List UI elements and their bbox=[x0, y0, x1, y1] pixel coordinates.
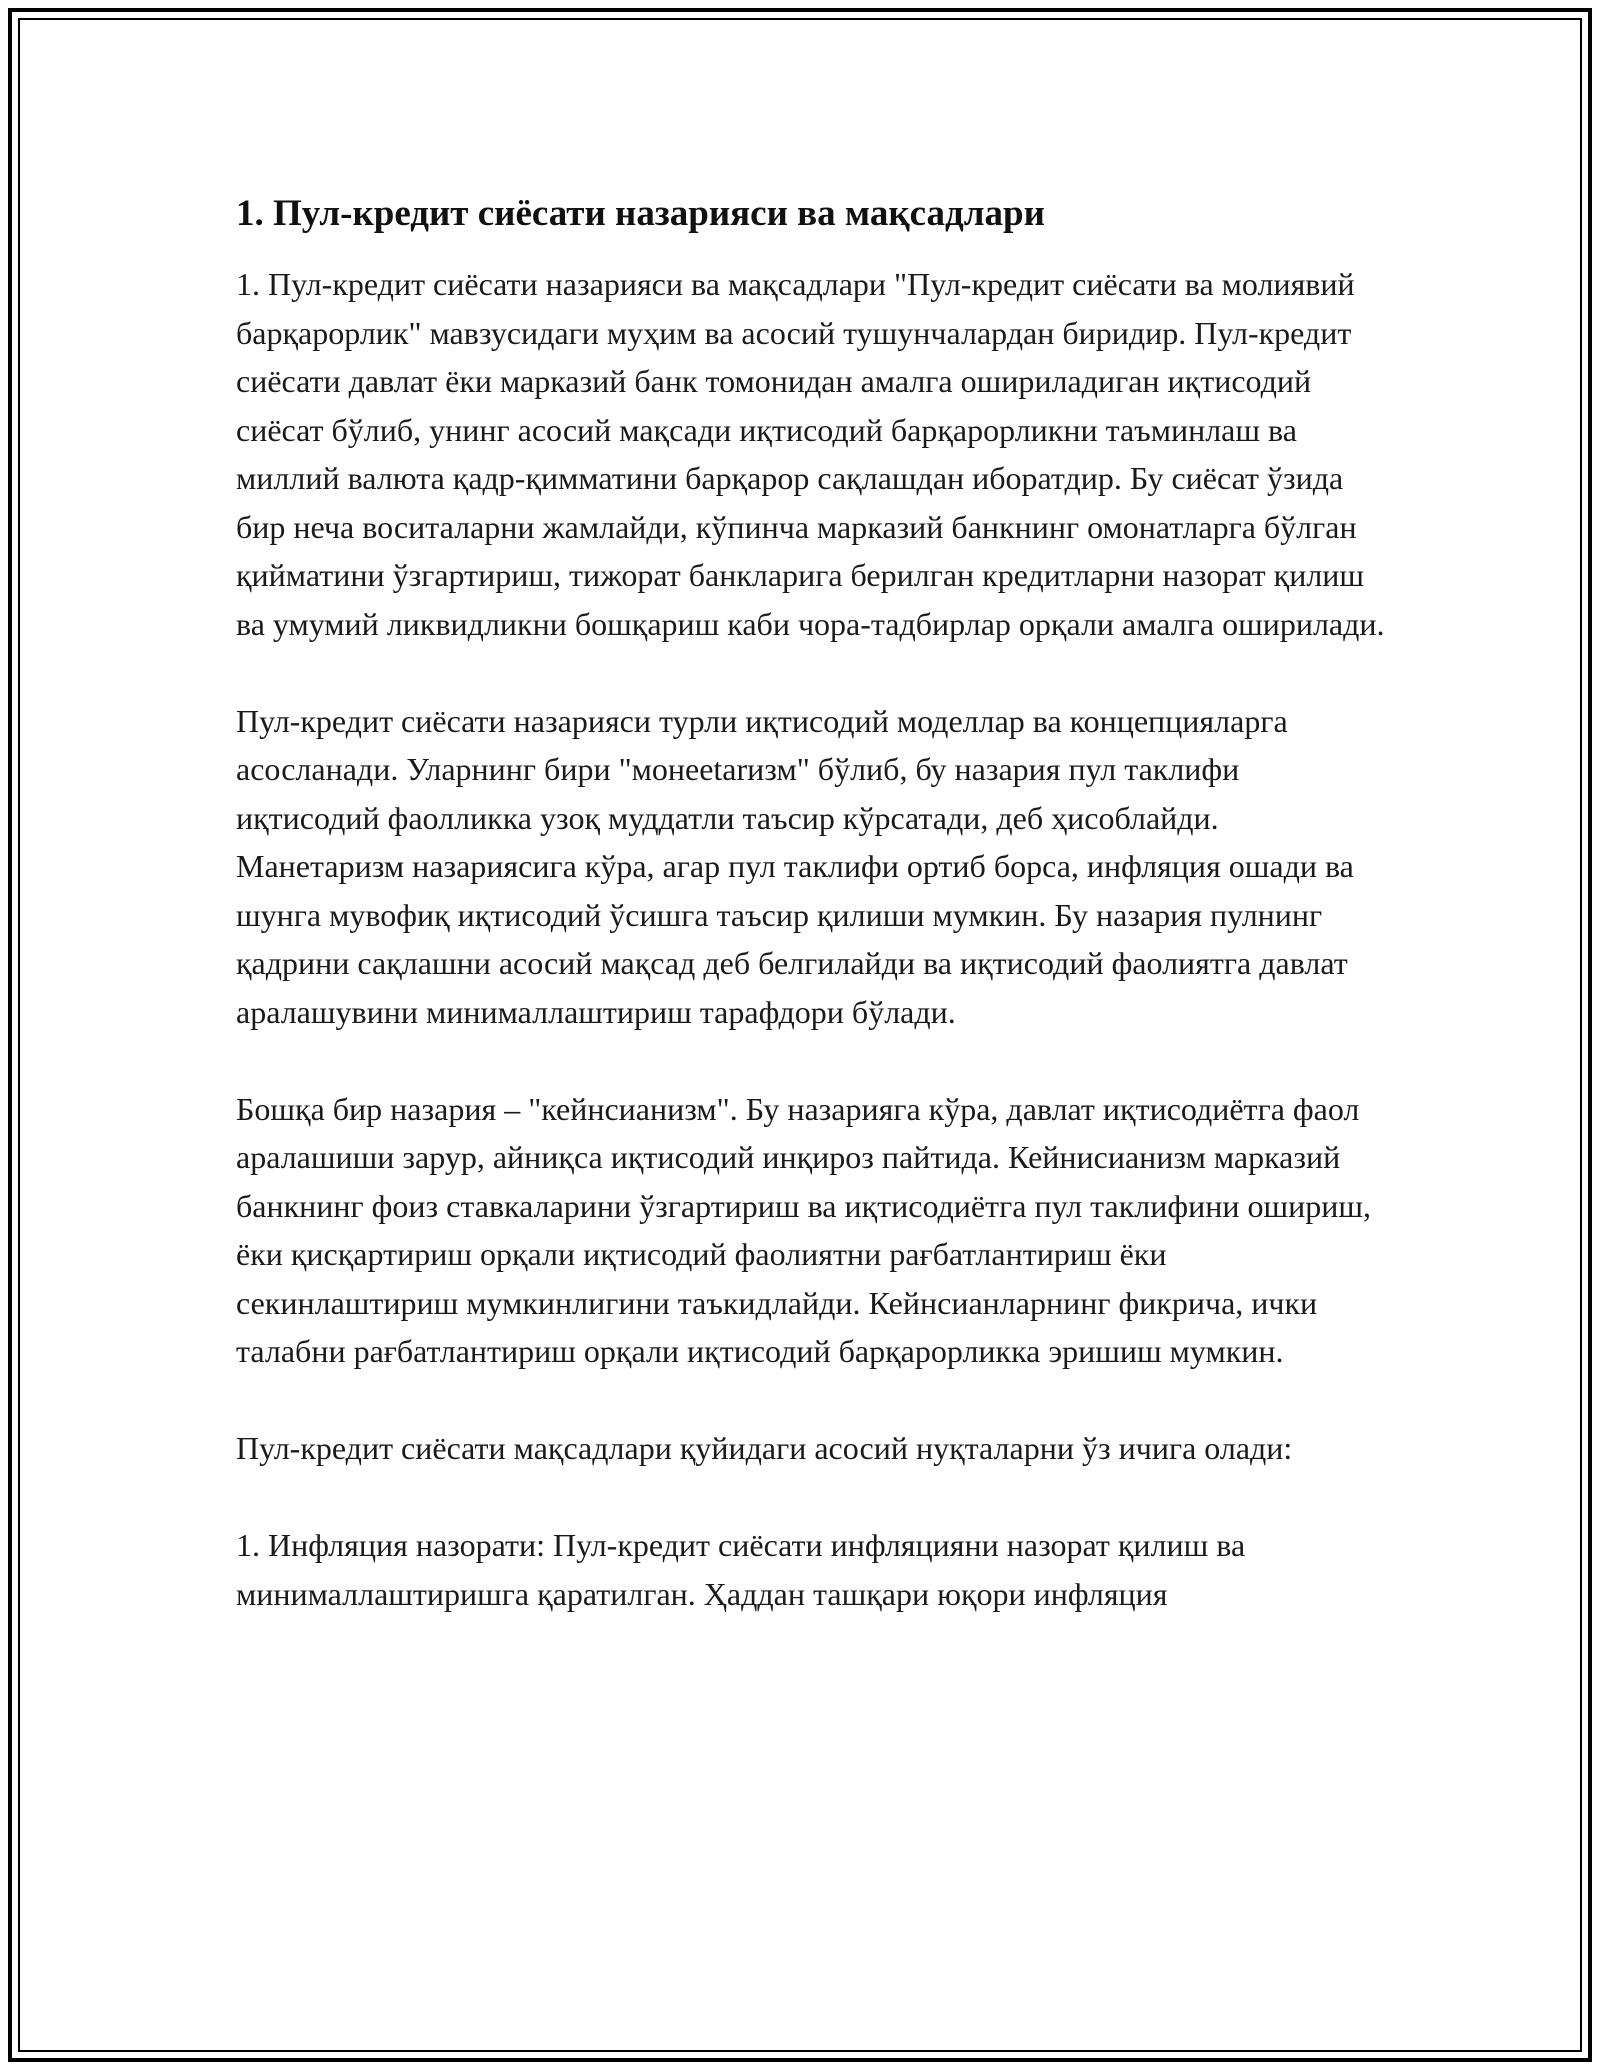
paragraph-monetarism: Пул-кредит сиёсати назарияси турли иқтисодий моделлар ва концепцияларга асосланади. Уларнинг бири "монееtarизм" бўлиб, бу назария пул таклифи иқтисодий фаолликка узоқ муддатли таъсир кўрсатади, деб ҳисоблайди. Манетаризм назариясига кўра, агар пул таклифи ортиб борса, инфляция ошади ва шунга мувофиқ иқтисодий ўсишга таъсир қилиши мумкин. Бу назария пулнинг қадрини сақлашни асосий мақсад деб белгилайди ва иқтисодий фаолиятга давлат аралашувини минималлаштириш тарафдори бўлади. bbox=[236, 702, 1354, 1030]
document-title: 1. Пул-кредит сиёсати назарияси ва мақсадлари bbox=[236, 193, 1045, 234]
paragraph-goals-intro: Пул-кредит сиёсати мақсадлари қуйидаги асосий нуқталарни ўз ичига олади: bbox=[236, 1430, 1293, 1466]
paragraph-inflation-control: 1. Инфляция назорати: Пул-кредит сиёсати инфляцияни назорат қилиш ва минималлаштиришга қаратилган. Ҳаддан ташқари юқори инфляция bbox=[236, 1527, 1246, 1612]
document-body bbox=[236, 190, 1386, 1618]
paragraph-intro: 1. Пул-кредит сиёсати назарияси ва мақсадлари "Пул-кредит сиёсати ва молиявий барқарорлик" мавзусидаги муҳим ва асосий тушунчалардан биридир. Пул-кредит сиёсати давлат ёки марказий банк томонидан амалга ошириладиган иқтисодий сиёсат бўлиб, унинг асосий мақсади иқтисодий барқарорликни таъминлаш ва миллий валюта қадр-қимматини барқарор сақлашдан иборатдир. Бу сиёсат ўзида бир неча воситаларни жамлайди, кўпинча марказий банкнинг омонатларга бўлган қийматини ўзгартириш, тижорат банкларига берилган кредитларни назорат қилиш ва умумий ликвидликни бошқариш каби чора-тадбирлар орқали амалга оширилади. bbox=[236, 266, 1385, 642]
paragraph-keynesianism: Бошқа бир назария – "кейнсианизм". Бу назарияга кўра, давлат иқтисодиётга фаол аралашиши зарур, айниқса иқтисодий инқироз пайтида. Кейнисианизм марказий банкнинг фоиз ставкаларини ўзгартириш ва иқтисодиётга пул таклифини ошириш, ёки қисқартириш орқали иқтисодий фаолиятни рағбатлантириш ёки секинлаштириш мумкинлигини таъкидлайди. Кейнсианларнинг фикрича, ички талабни рағбатлантириш орқали иқтисодий барқарорликка эришиш мумкин. bbox=[236, 1090, 1371, 1369]
